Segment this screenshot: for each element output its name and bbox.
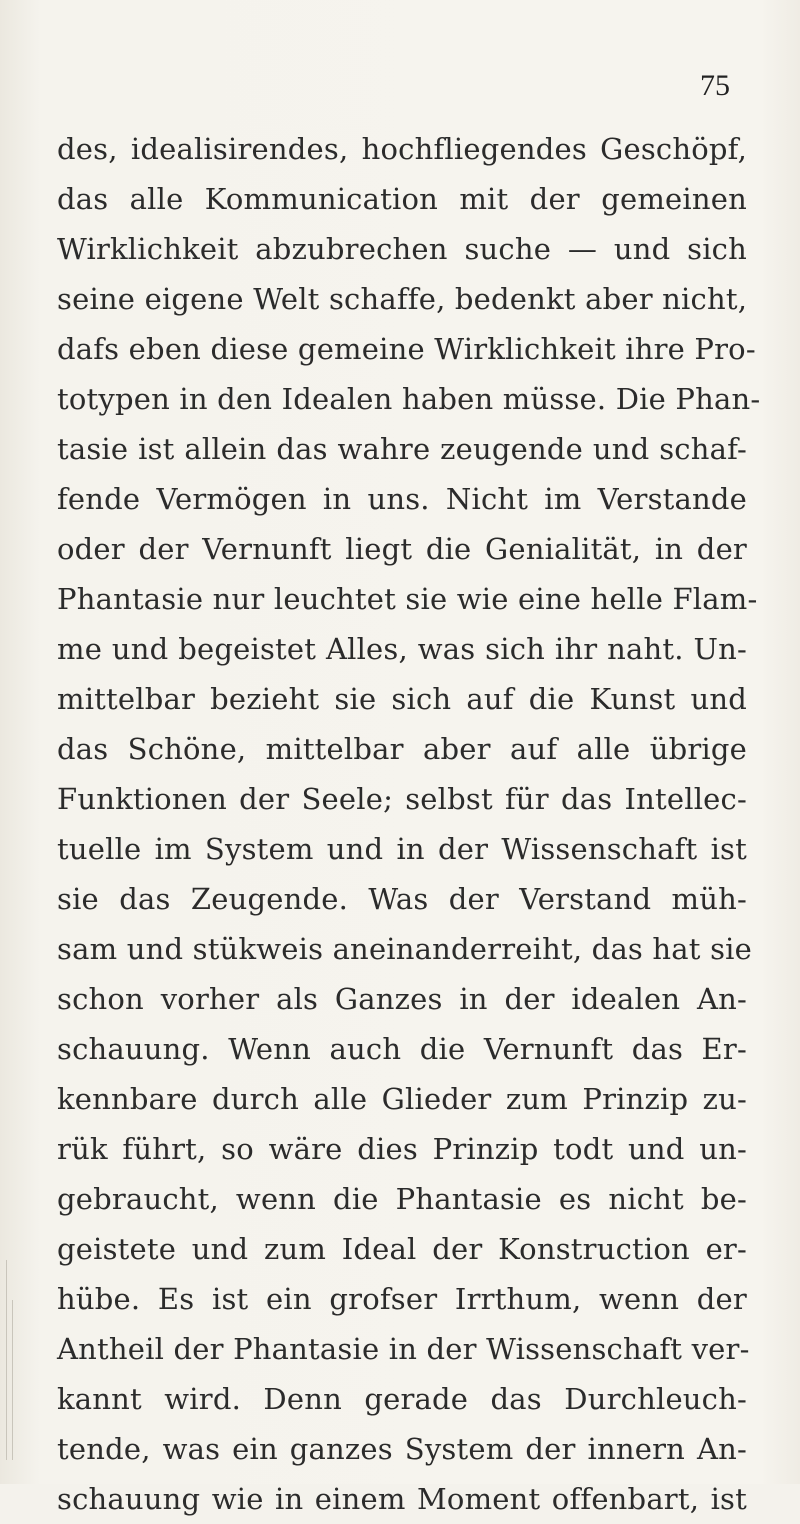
page-edge-mark bbox=[12, 1300, 13, 1460]
body-text bbox=[57, 124, 761, 1524]
text-line: Phantasie nur leuchtet sie wie eine helle Flam- bbox=[57, 582, 758, 616]
text-line: kannt wird. Denn gerade das Durchleuch- bbox=[57, 1382, 747, 1416]
text-line: tende, was ein ganzes System der innern An- bbox=[57, 1432, 747, 1466]
text-line: kennbare durch alle Glieder zum Prinzip zu- bbox=[57, 1082, 747, 1116]
text-line: tuelle im System und in der Wissenschaft ist bbox=[57, 832, 747, 866]
text-line: das Schöne, mittelbar aber auf alle übrige bbox=[57, 732, 747, 766]
text-line: sam und stükweis aneinanderreiht, das hat sie bbox=[57, 932, 752, 966]
text-line: tasie ist allein das wahre zeugende und schaf- bbox=[57, 432, 747, 466]
text-line: Funktionen der Seele; selbst für das Intellec- bbox=[57, 782, 747, 816]
text-line: des, idealisirendes, hochfliegendes Geschöpf, bbox=[57, 132, 747, 166]
text-line: mittelbar bezieht sie sich auf die Kunst und bbox=[57, 682, 747, 716]
text-line: geistete und zum Ideal der Konstruction er- bbox=[57, 1232, 747, 1266]
text-line: schon vorher als Ganzes in der idealen An- bbox=[57, 982, 747, 1016]
page-edge-mark bbox=[6, 1260, 7, 1460]
text-line: dafs eben diese gemeine Wirklichkeit ihre Pro- bbox=[57, 332, 756, 366]
text-line: Wirklichkeit abzubrechen suche — und sich bbox=[57, 232, 747, 266]
text-line: rük führt, so wäre dies Prinzip todt und un- bbox=[57, 1132, 747, 1166]
text-line: sie das Zeugende. Was der Verstand müh- bbox=[57, 882, 747, 916]
text-line: totypen in den Idealen haben müsse. Die Phan- bbox=[57, 382, 761, 416]
text-line: seine eigene Welt schaffe, bedenkt aber nicht, bbox=[57, 282, 748, 316]
text-line: Antheil der Phantasie in der Wissenschaft ver- bbox=[57, 1332, 750, 1366]
text-line: schauung wie in einem Moment offenbart, ist bbox=[57, 1482, 747, 1516]
text-line: oder der Vernunft liegt die Genialität, in der bbox=[57, 532, 747, 566]
text-line: me und begeistet Alles, was sich ihr naht. Un- bbox=[57, 632, 747, 666]
text-line: fende Vermögen in uns. Nicht im Verstande bbox=[57, 482, 747, 516]
text-line: gebraucht, wenn die Phantasie es nicht be- bbox=[57, 1182, 747, 1216]
page-number: 75 bbox=[700, 69, 730, 102]
text-line: schauung. Wenn auch die Vernunft das Er- bbox=[57, 1032, 747, 1066]
text-line: das alle Kommunication mit der gemeinen bbox=[57, 182, 747, 216]
text-line: hübe. Es ist ein grofser Irrthum, wenn der bbox=[57, 1282, 747, 1316]
